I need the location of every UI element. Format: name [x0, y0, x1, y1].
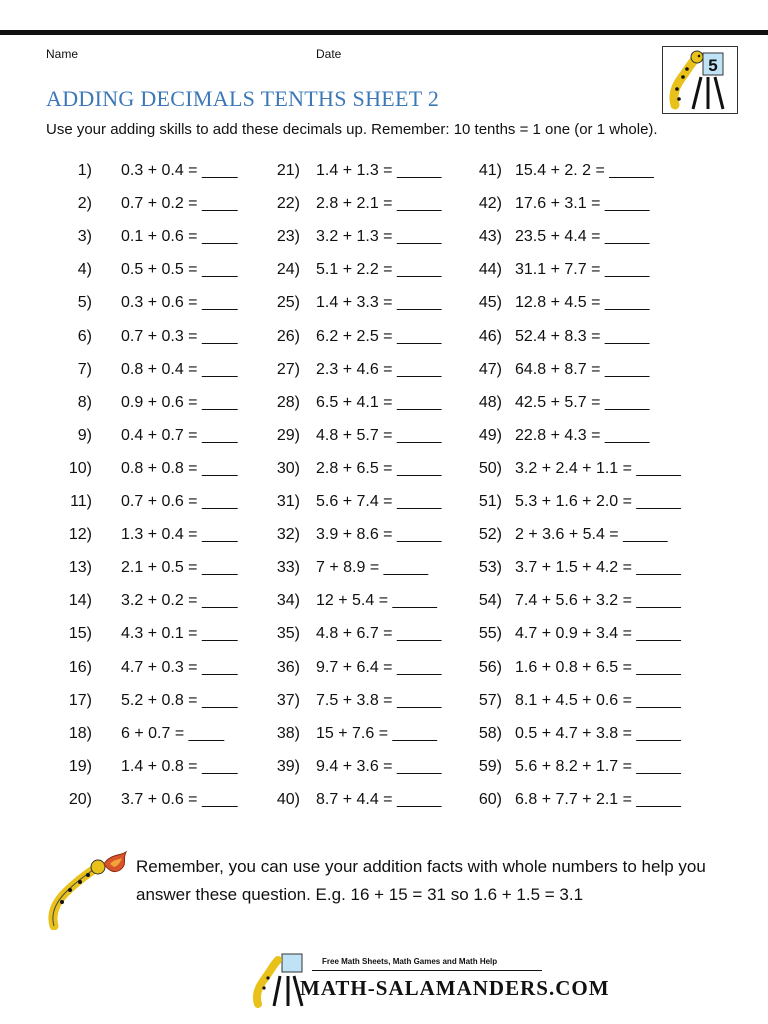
problem-expression: 0.7 + 0.3 = ____ [121, 328, 238, 345]
problem-number: 29) [276, 427, 300, 444]
problem-number: 18) [68, 725, 92, 742]
problem-number: 46) [478, 328, 502, 345]
top-rule [0, 30, 768, 35]
problem-expression: 1.4 + 3.3 = _____ [316, 294, 442, 311]
problem-expression: 15 + 7.6 = _____ [316, 725, 437, 742]
problem-number: 57) [478, 692, 502, 709]
problem-number: 38) [276, 725, 300, 742]
problem-expression: 4.3 + 0.1 = ____ [121, 625, 238, 642]
problem-expression: 31.1 + 7.7 = _____ [515, 261, 650, 278]
problem-number: 54) [478, 592, 502, 609]
problem-expression: 4.7 + 0.3 = ____ [121, 659, 238, 676]
problem-expression: 1.4 + 1.3 = _____ [316, 162, 442, 179]
problem-expression: 5.1 + 2.2 = _____ [316, 261, 442, 278]
problem-number: 50) [478, 460, 502, 477]
problem-expression: 3.2 + 2.4 + 1.1 = _____ [515, 460, 681, 477]
problem-number: 49) [478, 427, 502, 444]
problem-number: 9) [77, 427, 92, 444]
problem-expression: 1.4 + 0.8 = ____ [121, 758, 238, 775]
problem-expression: 3.7 + 1.5 + 4.2 = _____ [515, 559, 681, 576]
problem-expression: 0.1 + 0.6 = ____ [121, 228, 238, 245]
problem-number: 6) [77, 328, 92, 345]
problem-number: 5) [77, 294, 92, 311]
problem-expression: 1.6 + 0.8 + 6.5 = _____ [515, 659, 681, 676]
problem-expression: 8.7 + 4.4 = _____ [316, 791, 442, 808]
name-label: Name [46, 47, 79, 61]
problem-number: 58) [478, 725, 502, 742]
problem-expression: 23.5 + 4.4 = _____ [515, 228, 650, 245]
worksheet-title: ADDING DECIMALS TENTHS SHEET 2 [46, 86, 440, 111]
problem-expression: 4.8 + 5.7 = _____ [316, 427, 442, 444]
problem-expression: 7.5 + 3.8 = _____ [316, 692, 442, 709]
problem-number: 3) [77, 228, 92, 245]
problem-number: 51) [478, 493, 502, 510]
problem-expression: 0.7 + 0.6 = ____ [121, 493, 238, 510]
problem-number: 2) [77, 195, 92, 212]
problem-expression: 4.8 + 6.7 = _____ [316, 625, 442, 642]
problem-expression: 0.7 + 0.2 = ____ [121, 195, 238, 212]
problem-number: 7) [77, 361, 92, 378]
date-label: Date [316, 47, 342, 61]
problem-number: 28) [276, 394, 300, 411]
problem-number: 52) [478, 526, 502, 543]
problem-expression: 7 + 8.9 = _____ [316, 559, 429, 576]
problem-expression: 12 + 5.4 = _____ [316, 592, 437, 609]
problem-number: 26) [276, 328, 300, 345]
problem-expression: 2.3 + 4.6 = _____ [316, 361, 442, 378]
problem-expression: 42.5 + 5.7 = _____ [515, 394, 650, 411]
problem-expression: 0.8 + 0.8 = ____ [121, 460, 238, 477]
footer-tagline: Free Math Sheets, Math Games and Math Help [322, 957, 498, 966]
problem-number: 8) [77, 394, 92, 411]
problem-number: 36) [276, 659, 300, 676]
problem-number: 43) [478, 228, 502, 245]
problem-expression: 64.8 + 8.7 = _____ [515, 361, 650, 378]
problem-number: 35) [276, 625, 300, 642]
problem-number: 31) [276, 493, 300, 510]
salamander-mascot-icon [40, 850, 130, 930]
problem-expression: 15.4 + 2. 2 = _____ [515, 162, 654, 179]
problem-expression: 8.1 + 4.5 + 0.6 = _____ [515, 692, 681, 709]
problem-expression: 17.6 + 3.1 = _____ [515, 195, 650, 212]
problem-expression: 6.2 + 2.5 = _____ [316, 328, 442, 345]
problem-expression: 1.3 + 0.4 = ____ [121, 526, 238, 543]
problem-number: 13) [68, 559, 92, 576]
problem-number: 14) [68, 592, 92, 609]
problem-number: 42) [478, 195, 502, 212]
problem-number: 15) [68, 625, 92, 642]
problem-number: 32) [276, 526, 300, 543]
problem-expression: 22.8 + 4.3 = _____ [515, 427, 650, 444]
problem-expression: 2 + 3.6 + 5.4 = _____ [515, 526, 668, 543]
problem-number: 21) [276, 162, 300, 179]
problem-expression: 3.7 + 0.6 = ____ [121, 791, 238, 808]
problem-expression: 0.8 + 0.4 = ____ [121, 361, 238, 378]
problem-expression: 0.9 + 0.6 = ____ [121, 394, 238, 411]
problem-number: 25) [276, 294, 300, 311]
problem-number: 34) [276, 592, 300, 609]
problem-expression: 0.3 + 0.6 = ____ [121, 294, 238, 311]
problem-number: 33) [276, 559, 300, 576]
problem-expression: 0.5 + 4.7 + 3.8 = _____ [515, 725, 681, 742]
problem-expression: 6.8 + 7.7 + 2.1 = _____ [515, 791, 681, 808]
problem-number: 16) [68, 659, 92, 676]
problem-expression: 2.8 + 6.5 = _____ [316, 460, 442, 477]
problem-number: 45) [478, 294, 502, 311]
problem-expression: 12.8 + 4.5 = _____ [515, 294, 650, 311]
problem-expression: 6.5 + 4.1 = _____ [316, 394, 442, 411]
problem-number: 11) [70, 493, 92, 510]
problem-expression: 5.2 + 0.8 = ____ [121, 692, 238, 709]
problem-number: 37) [276, 692, 300, 709]
problem-expression: 5.6 + 8.2 + 1.7 = _____ [515, 758, 681, 775]
problem-number: 48) [478, 394, 502, 411]
problem-expression: 52.4 + 8.3 = _____ [515, 328, 650, 345]
problem-number: 30) [276, 460, 300, 477]
problem-expression: 3.2 + 0.2 = ____ [121, 592, 238, 609]
problem-number: 60) [478, 791, 502, 808]
problem-number: 24) [276, 261, 300, 278]
problem-number: 44) [478, 261, 502, 278]
footer-brand: MATH-SALAMANDERS.COM [300, 976, 610, 1000]
problem-expression: 3.9 + 8.6 = _____ [316, 526, 442, 543]
reminder-text: Remember, you can use your addition facts with whole numbers to help you answer these question. E.g. 16 + 15 = 31 so 1.6 + 1.5 = 3.1 [136, 857, 706, 904]
problem-number: 23) [276, 228, 300, 245]
problem-expression: 7.4 + 5.6 + 3.2 = _____ [515, 592, 681, 609]
problem-number: 59) [478, 758, 502, 775]
problem-number: 47) [478, 361, 502, 378]
problem-number: 1) [77, 162, 92, 179]
problem-number: 4) [77, 261, 92, 278]
problem-number: 39) [276, 758, 300, 775]
problem-expression: 0.5 + 0.5 = ____ [121, 261, 238, 278]
grade-badge: 5 [708, 56, 718, 75]
problem-number: 53) [478, 559, 502, 576]
problem-expression: 0.4 + 0.7 = ____ [121, 427, 238, 444]
problem-number: 55) [478, 625, 502, 642]
instructions: Use your adding skills to add these decimals up. Remember: 10 tenths = 1 one (or 1 whole). [46, 121, 658, 138]
problem-expression: 9.4 + 3.6 = _____ [316, 758, 442, 775]
problem-number: 27) [276, 361, 300, 378]
salamander-icon [663, 47, 737, 113]
problem-expression: 4.7 + 0.9 + 3.4 = _____ [515, 625, 681, 642]
problem-number: 40) [276, 791, 300, 808]
problem-expression: 5.6 + 7.4 = _____ [316, 493, 442, 510]
problem-expression: 9.7 + 6.4 = _____ [316, 659, 442, 676]
problem-expression: 2.8 + 2.1 = _____ [316, 195, 442, 212]
problem-number: 17) [68, 692, 92, 709]
problem-number: 19) [68, 758, 92, 775]
footer-rule [312, 970, 542, 971]
problem-expression: 6 + 0.7 = ____ [121, 725, 225, 742]
problem-expression: 2.1 + 0.5 = ____ [121, 559, 238, 576]
problem-number: 10) [68, 460, 92, 477]
problem-number: 20) [68, 791, 92, 808]
problem-number: 22) [276, 195, 300, 212]
problem-number: 56) [478, 659, 502, 676]
problem-number: 41) [478, 162, 502, 179]
problem-expression: 3.2 + 1.3 = _____ [316, 228, 442, 245]
grade-logo [662, 46, 738, 114]
problem-number: 12) [68, 526, 92, 543]
problem-expression: 5.3 + 1.6 + 2.0 = _____ [515, 493, 681, 510]
problem-expression: 0.3 + 0.4 = ____ [121, 162, 238, 179]
